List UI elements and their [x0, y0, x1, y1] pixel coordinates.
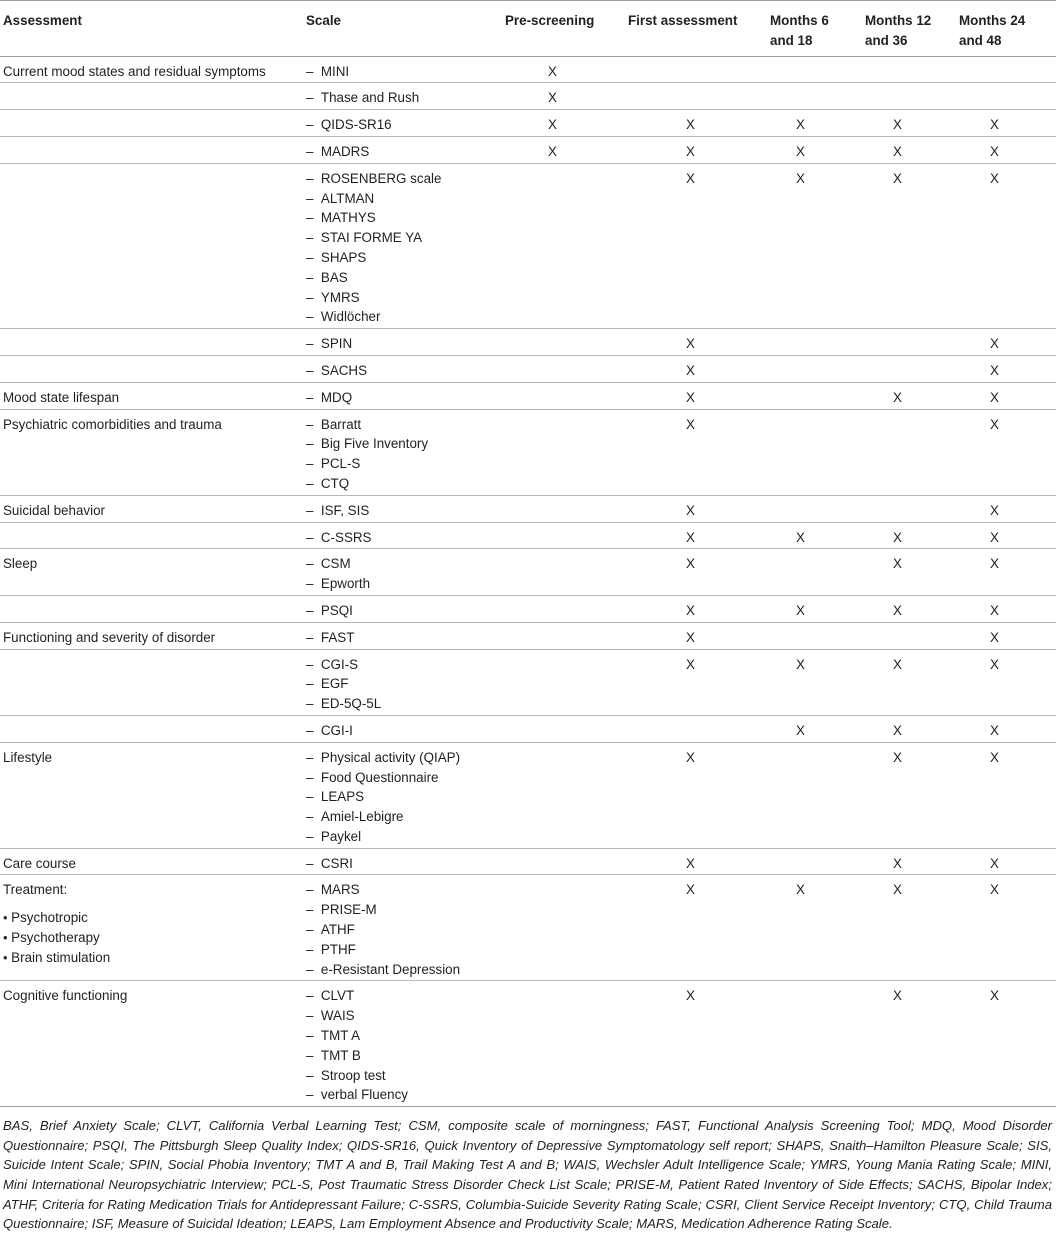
x-mark: X: [990, 529, 999, 545]
mark-cell-first-assessment: [628, 715, 770, 742]
mark-cell-months-6-18: [770, 595, 865, 622]
x-mark: X: [893, 556, 902, 572]
x-mark: X: [548, 63, 557, 79]
x-mark: X: [893, 988, 902, 1004]
scale-cell: [306, 136, 505, 163]
scale-name: – MDQ: [306, 388, 505, 408]
scale-name: – CGI-S: [306, 655, 505, 675]
mark-cell-months-6-18: [770, 495, 865, 522]
mark-cell-months-6-18: [770, 715, 865, 742]
x-mark: X: [796, 722, 805, 738]
x-mark: X: [686, 656, 695, 672]
header-months-6-18-line2: and 18: [770, 32, 813, 48]
scale-name: – MARS: [306, 880, 505, 900]
scale-name: – ATHF: [306, 920, 505, 940]
header-first-assessment: First assessment: [628, 13, 738, 28]
header-months-24-48-line2: and 48: [959, 32, 1002, 48]
scale-cell: [306, 522, 505, 549]
table-row: [0, 110, 1056, 137]
mark-cell-first-assessment: [628, 875, 770, 981]
scale-name: – e-Resistant Depression: [306, 960, 505, 980]
mark-cell-months-6-18: [770, 110, 865, 137]
scale-name: – ALTMAN: [306, 189, 505, 209]
mark-cell-first-assessment: [628, 622, 770, 649]
mark-cell-prescreening: [505, 715, 628, 742]
mark-cell-months-24-48: [959, 875, 1056, 981]
scale-cell: [306, 715, 505, 742]
scale-name: – TMT A: [306, 1026, 505, 1046]
scale-name: – MATHYS: [306, 208, 505, 228]
x-mark: X: [686, 502, 695, 518]
mark-cell-prescreening: [505, 355, 628, 382]
scale-cell: [306, 110, 505, 137]
table-row: [0, 622, 1056, 649]
table-row: [0, 715, 1056, 742]
scale-name: – ISF, SIS: [306, 501, 505, 521]
assessment-cell: [0, 136, 306, 163]
x-mark: X: [686, 416, 695, 432]
x-mark: X: [796, 117, 805, 133]
header-months-12-36-line1: Months 12: [865, 13, 932, 28]
x-mark: X: [686, 629, 695, 645]
mark-cell-prescreening: [505, 742, 628, 848]
header-months-6-18: [770, 1, 865, 57]
scale-name: – WAIS: [306, 1006, 505, 1026]
x-mark: X: [686, 143, 695, 159]
scale-name: – STAI FORME YA: [306, 228, 505, 248]
header-months-6-18-line1: Months 6: [770, 13, 829, 28]
table-row: [0, 522, 1056, 549]
mark-cell-prescreening: [505, 622, 628, 649]
x-mark: X: [990, 389, 999, 405]
table-footnote: BAS, Brief Anxiety Scale; CLVT, California Verbal Learning Test; CSM, composite scale of morningness; FAST, Functional Analysis Screening Tool; MDQ, Mood Disorder Questionnaire; PSQI, The Pittsburgh Sleep Quality Index; QIDS-SR16, Quick Inventory of Depressive Symptomatology self report; SHAPS, Snaith–Hamilton Pleasure Scale; SIS, Suicide Intent Scale; SPIN, Social Phobia Inventory; TMT A and B, Trail Making Test A and B; WAIS, Wechsler Adult Intelligence Scale; YMRS, Young Mania Rating Scale; MINI, Mini International Neuropsychiatric Interview; PCL-S, Post Traumatic Stress Disorder Check List Scale; PRISE-M, Patient Rated Inventory of Side Effects; SACHS, Bipolar Index; ATHF, Criteria for Rating Medication Trials for Antidepressant Failure; C-SSRS, Columbia-Suicide Severity Rating Scale; CSRI, Client Service Receipt Inventory; CTQ, Child Trauma Questionnaire; ISF, Measure of Suicidal Ideation; LEAPS, Lam Employment Absence and Productivity Scale; MARS, Medication Adherence Rating Scale.: [3, 1118, 1052, 1232]
scale-cell: [306, 981, 505, 1107]
scale-name: – CTQ: [306, 474, 505, 494]
treatment-bullet-item: • Psychotherapy: [3, 928, 306, 948]
mark-cell-prescreening: [505, 595, 628, 622]
mark-cell-months-12-36: [865, 136, 959, 163]
x-mark: X: [686, 749, 695, 765]
scale-name: – MADRS: [306, 142, 505, 162]
mark-cell-months-6-18: [770, 409, 865, 495]
assessment-cell: [0, 649, 306, 715]
mark-cell-prescreening: [505, 875, 628, 981]
mark-cell-months-12-36: [865, 329, 959, 356]
assessment-label: Cognitive functioning: [3, 988, 128, 1004]
x-mark: X: [990, 170, 999, 186]
treatment-bullet-item: • Brain stimulation: [3, 948, 306, 968]
mark-cell-prescreening: [505, 649, 628, 715]
mark-cell-months-24-48: [959, 715, 1056, 742]
mark-cell-first-assessment: [628, 329, 770, 356]
mark-cell-months-6-18: [770, 875, 865, 981]
scale-name: – Physical activity (QIAP): [306, 748, 505, 768]
scale-name: – EGF: [306, 674, 505, 694]
scale-name: – MINI: [306, 62, 505, 82]
mark-cell-months-24-48: [959, 409, 1056, 495]
mark-cell-prescreening: [505, 56, 628, 83]
assessment-label: Lifestyle: [3, 749, 53, 765]
mark-cell-months-12-36: [865, 56, 959, 83]
scale-name: – ROSENBERG scale: [306, 169, 505, 189]
table-row: [0, 56, 1056, 83]
scale-cell: [306, 649, 505, 715]
x-mark: X: [796, 170, 805, 186]
x-mark: X: [893, 143, 902, 159]
mark-cell-months-12-36: [865, 875, 959, 981]
mark-cell-first-assessment: [628, 382, 770, 409]
table-row: [0, 649, 1056, 715]
scale-name: – BAS: [306, 268, 505, 288]
scale-name: – verbal Fluency: [306, 1085, 505, 1105]
mark-cell-months-6-18: [770, 649, 865, 715]
x-mark: X: [796, 529, 805, 545]
assessment-label: Mood state lifespan: [3, 389, 120, 405]
table-row: [0, 875, 1056, 981]
assessment-cell: [0, 495, 306, 522]
mark-cell-prescreening: [505, 409, 628, 495]
mark-cell-months-24-48: [959, 742, 1056, 848]
x-mark: X: [990, 882, 999, 898]
x-mark: X: [686, 170, 695, 186]
mark-cell-months-24-48: [959, 848, 1056, 875]
mark-cell-months-12-36: [865, 981, 959, 1107]
header-months-12-36: [865, 1, 959, 57]
x-mark: X: [796, 602, 805, 618]
scale-name: – TMT B: [306, 1046, 505, 1066]
x-mark: X: [796, 882, 805, 898]
mark-cell-first-assessment: [628, 409, 770, 495]
x-mark: X: [893, 529, 902, 545]
x-mark: X: [990, 749, 999, 765]
mark-cell-months-12-36: [865, 549, 959, 596]
assessment-label: Suicidal behavior: [3, 502, 105, 518]
mark-cell-months-24-48: [959, 382, 1056, 409]
x-mark: X: [990, 855, 999, 871]
scale-cell: [306, 848, 505, 875]
x-mark: X: [893, 882, 902, 898]
scale-name: – Amiel-Lebigre: [306, 807, 505, 827]
scale-name: – PSQI: [306, 601, 505, 621]
scale-name: – CSRI: [306, 854, 505, 874]
assessment-label: Sleep: [3, 556, 38, 572]
scale-cell: [306, 382, 505, 409]
mark-cell-months-6-18: [770, 522, 865, 549]
mark-cell-prescreening: [505, 495, 628, 522]
assessment-cell: [0, 409, 306, 495]
assessment-cell: [0, 110, 306, 137]
mark-cell-months-12-36: [865, 83, 959, 110]
x-mark: X: [796, 143, 805, 159]
x-mark: X: [893, 389, 902, 405]
mark-cell-months-6-18: [770, 742, 865, 848]
mark-cell-months-6-18: [770, 981, 865, 1107]
x-mark: X: [990, 722, 999, 738]
assessment-label: Treatment:: [3, 882, 68, 898]
mark-cell-first-assessment: [628, 110, 770, 137]
mark-cell-months-24-48: [959, 136, 1056, 163]
scale-name: – LEAPS: [306, 787, 505, 807]
mark-cell-prescreening: [505, 110, 628, 137]
mark-cell-prescreening: [505, 981, 628, 1107]
mark-cell-months-24-48: [959, 595, 1056, 622]
mark-cell-months-24-48: [959, 981, 1056, 1107]
mark-cell-months-24-48: [959, 163, 1056, 328]
mark-cell-first-assessment: [628, 595, 770, 622]
scale-name: – Thase and Rush: [306, 88, 505, 108]
scale-name: – Food Questionnaire: [306, 768, 505, 788]
assessment-cell: [0, 875, 306, 981]
mark-cell-months-24-48: [959, 56, 1056, 83]
mark-cell-months-24-48: [959, 110, 1056, 137]
x-mark: X: [686, 362, 695, 378]
x-mark: X: [686, 389, 695, 405]
mark-cell-months-12-36: [865, 495, 959, 522]
scale-name: – CGI-I: [306, 721, 505, 741]
x-mark: X: [893, 602, 902, 618]
x-mark: X: [893, 722, 902, 738]
mark-cell-first-assessment: [628, 355, 770, 382]
scale-cell: [306, 163, 505, 328]
assessment-label: Care course: [3, 855, 76, 871]
mark-cell-months-6-18: [770, 355, 865, 382]
x-mark: X: [686, 882, 695, 898]
scale-name: – PRISE-M: [306, 900, 505, 920]
x-mark: X: [990, 502, 999, 518]
table-row: [0, 382, 1056, 409]
x-mark: X: [893, 855, 902, 871]
assessment-cell: [0, 622, 306, 649]
assessment-cell: [0, 355, 306, 382]
mark-cell-first-assessment: [628, 549, 770, 596]
scale-name: – CLVT: [306, 986, 505, 1006]
scale-cell: [306, 355, 505, 382]
mark-cell-months-24-48: [959, 649, 1056, 715]
mark-cell-months-24-48: [959, 355, 1056, 382]
mark-cell-months-6-18: [770, 848, 865, 875]
table-row: [0, 742, 1056, 848]
scale-name: – C-SSRS: [306, 528, 505, 548]
scale-name: – CSM: [306, 554, 505, 574]
table-row: [0, 83, 1056, 110]
assessment-label: Functioning and severity of disorder: [3, 629, 216, 645]
mark-cell-months-12-36: [865, 409, 959, 495]
x-mark: X: [686, 988, 695, 1004]
assessment-cell: [0, 56, 306, 83]
scale-name: – QIDS-SR16: [306, 115, 505, 135]
mark-cell-first-assessment: [628, 83, 770, 110]
mark-cell-prescreening: [505, 83, 628, 110]
table-body: [0, 56, 1056, 1107]
scale-cell: [306, 742, 505, 848]
x-mark: X: [893, 656, 902, 672]
table-row: [0, 595, 1056, 622]
scale-name: – Widlöcher: [306, 307, 505, 327]
x-mark: X: [990, 988, 999, 1004]
x-mark: X: [990, 629, 999, 645]
header-prescreening: Pre-screening: [505, 13, 595, 28]
x-mark: X: [686, 855, 695, 871]
assessment-cell: [0, 742, 306, 848]
scale-cell: [306, 56, 505, 83]
mark-cell-months-12-36: [865, 110, 959, 137]
header-scale: Scale: [306, 13, 341, 28]
scale-name: – SHAPS: [306, 248, 505, 268]
mark-cell-first-assessment: [628, 649, 770, 715]
x-mark: X: [990, 336, 999, 352]
header-assessment: Assessment: [3, 13, 82, 28]
scale-cell: [306, 495, 505, 522]
x-mark: X: [686, 117, 695, 133]
table-header-row: [0, 1, 1056, 57]
mark-cell-first-assessment: [628, 522, 770, 549]
x-mark: X: [686, 529, 695, 545]
x-mark: X: [686, 336, 695, 352]
mark-cell-months-12-36: [865, 742, 959, 848]
x-mark: X: [990, 602, 999, 618]
assessment-cell: [0, 382, 306, 409]
mark-cell-months-24-48: [959, 549, 1056, 596]
assessment-cell: [0, 329, 306, 356]
mark-cell-months-6-18: [770, 382, 865, 409]
mark-cell-prescreening: [505, 136, 628, 163]
x-mark: X: [990, 362, 999, 378]
mark-cell-first-assessment: [628, 163, 770, 328]
mark-cell-months-24-48: [959, 495, 1056, 522]
x-mark: X: [686, 556, 695, 572]
header-months-24-48-line1: Months 24: [959, 13, 1026, 28]
mark-cell-prescreening: [505, 163, 628, 328]
scale-name: – Stroop test: [306, 1066, 505, 1086]
scale-name: – Epworth: [306, 574, 505, 594]
mark-cell-prescreening: [505, 522, 628, 549]
mark-cell-first-assessment: [628, 136, 770, 163]
mark-cell-prescreening: [505, 549, 628, 596]
scale-cell: [306, 409, 505, 495]
mark-cell-first-assessment: [628, 56, 770, 83]
assessment-cell: [0, 522, 306, 549]
mark-cell-first-assessment: [628, 742, 770, 848]
header-months-12-36-line2: and 36: [865, 32, 908, 48]
x-mark: X: [990, 143, 999, 159]
mark-cell-months-12-36: [865, 622, 959, 649]
mark-cell-months-24-48: [959, 83, 1056, 110]
scale-name: – PTHF: [306, 940, 505, 960]
treatment-bullet-list: [3, 908, 306, 967]
mark-cell-months-24-48: [959, 622, 1056, 649]
table-row: [0, 329, 1056, 356]
scale-name: – SPIN: [306, 334, 505, 354]
x-mark: X: [686, 602, 695, 618]
mark-cell-months-12-36: [865, 355, 959, 382]
mark-cell-months-6-18: [770, 163, 865, 328]
scale-name: – Big Five Inventory: [306, 434, 505, 454]
scale-name: – PCL-S: [306, 454, 505, 474]
mark-cell-months-12-36: [865, 382, 959, 409]
scale-name: – SACHS: [306, 361, 505, 381]
mark-cell-months-6-18: [770, 549, 865, 596]
table-row: [0, 136, 1056, 163]
table-row: [0, 981, 1056, 1107]
scale-cell: [306, 83, 505, 110]
scale-cell: [306, 595, 505, 622]
mark-cell-months-24-48: [959, 329, 1056, 356]
assessment-cell: [0, 715, 306, 742]
assessment-cell: [0, 595, 306, 622]
x-mark: X: [990, 556, 999, 572]
mark-cell-months-6-18: [770, 622, 865, 649]
assessment-label: Current mood states and residual symptoms: [3, 63, 266, 79]
assessment-cell: [0, 848, 306, 875]
x-mark: X: [548, 117, 557, 133]
mark-cell-first-assessment: [628, 495, 770, 522]
assessment-label: Psychiatric comorbidities and trauma: [3, 416, 222, 432]
mark-cell-months-6-18: [770, 329, 865, 356]
x-mark: X: [548, 143, 557, 159]
mark-cell-months-12-36: [865, 848, 959, 875]
assessment-cell: [0, 83, 306, 110]
mark-cell-months-12-36: [865, 163, 959, 328]
scale-cell: [306, 329, 505, 356]
scale-name: – FAST: [306, 628, 505, 648]
header-months-24-48: [959, 1, 1056, 57]
x-mark: X: [893, 117, 902, 133]
mark-cell-months-24-48: [959, 522, 1056, 549]
table-row: [0, 848, 1056, 875]
x-mark: X: [990, 656, 999, 672]
mark-cell-first-assessment: [628, 981, 770, 1107]
scale-name: – ED-5Q-5L: [306, 694, 505, 714]
mark-cell-prescreening: [505, 329, 628, 356]
scale-cell: [306, 875, 505, 981]
table-row: [0, 355, 1056, 382]
scale-name: – YMRS: [306, 288, 505, 308]
mark-cell-months-6-18: [770, 136, 865, 163]
treatment-bullet-item: • Psychotropic: [3, 908, 306, 928]
x-mark: X: [548, 90, 557, 106]
assessment-cell: [0, 549, 306, 596]
table-row: [0, 409, 1056, 495]
mark-cell-prescreening: [505, 382, 628, 409]
assessment-cell: [0, 163, 306, 328]
x-mark: X: [893, 170, 902, 186]
x-mark: X: [990, 416, 999, 432]
table-row: [0, 495, 1056, 522]
scale-cell: [306, 622, 505, 649]
table-row: [0, 549, 1056, 596]
mark-cell-prescreening: [505, 848, 628, 875]
mark-cell-months-12-36: [865, 715, 959, 742]
scale-cell: [306, 549, 505, 596]
mark-cell-months-12-36: [865, 522, 959, 549]
mark-cell-months-6-18: [770, 56, 865, 83]
x-mark: X: [796, 656, 805, 672]
scale-name: – Paykel: [306, 827, 505, 847]
mark-cell-first-assessment: [628, 848, 770, 875]
x-mark: X: [990, 117, 999, 133]
x-mark: X: [893, 749, 902, 765]
scale-name: – Barratt: [306, 415, 505, 435]
assessment-cell: [0, 981, 306, 1107]
mark-cell-months-12-36: [865, 649, 959, 715]
mark-cell-months-6-18: [770, 83, 865, 110]
table-row: [0, 163, 1056, 328]
mark-cell-months-12-36: [865, 595, 959, 622]
